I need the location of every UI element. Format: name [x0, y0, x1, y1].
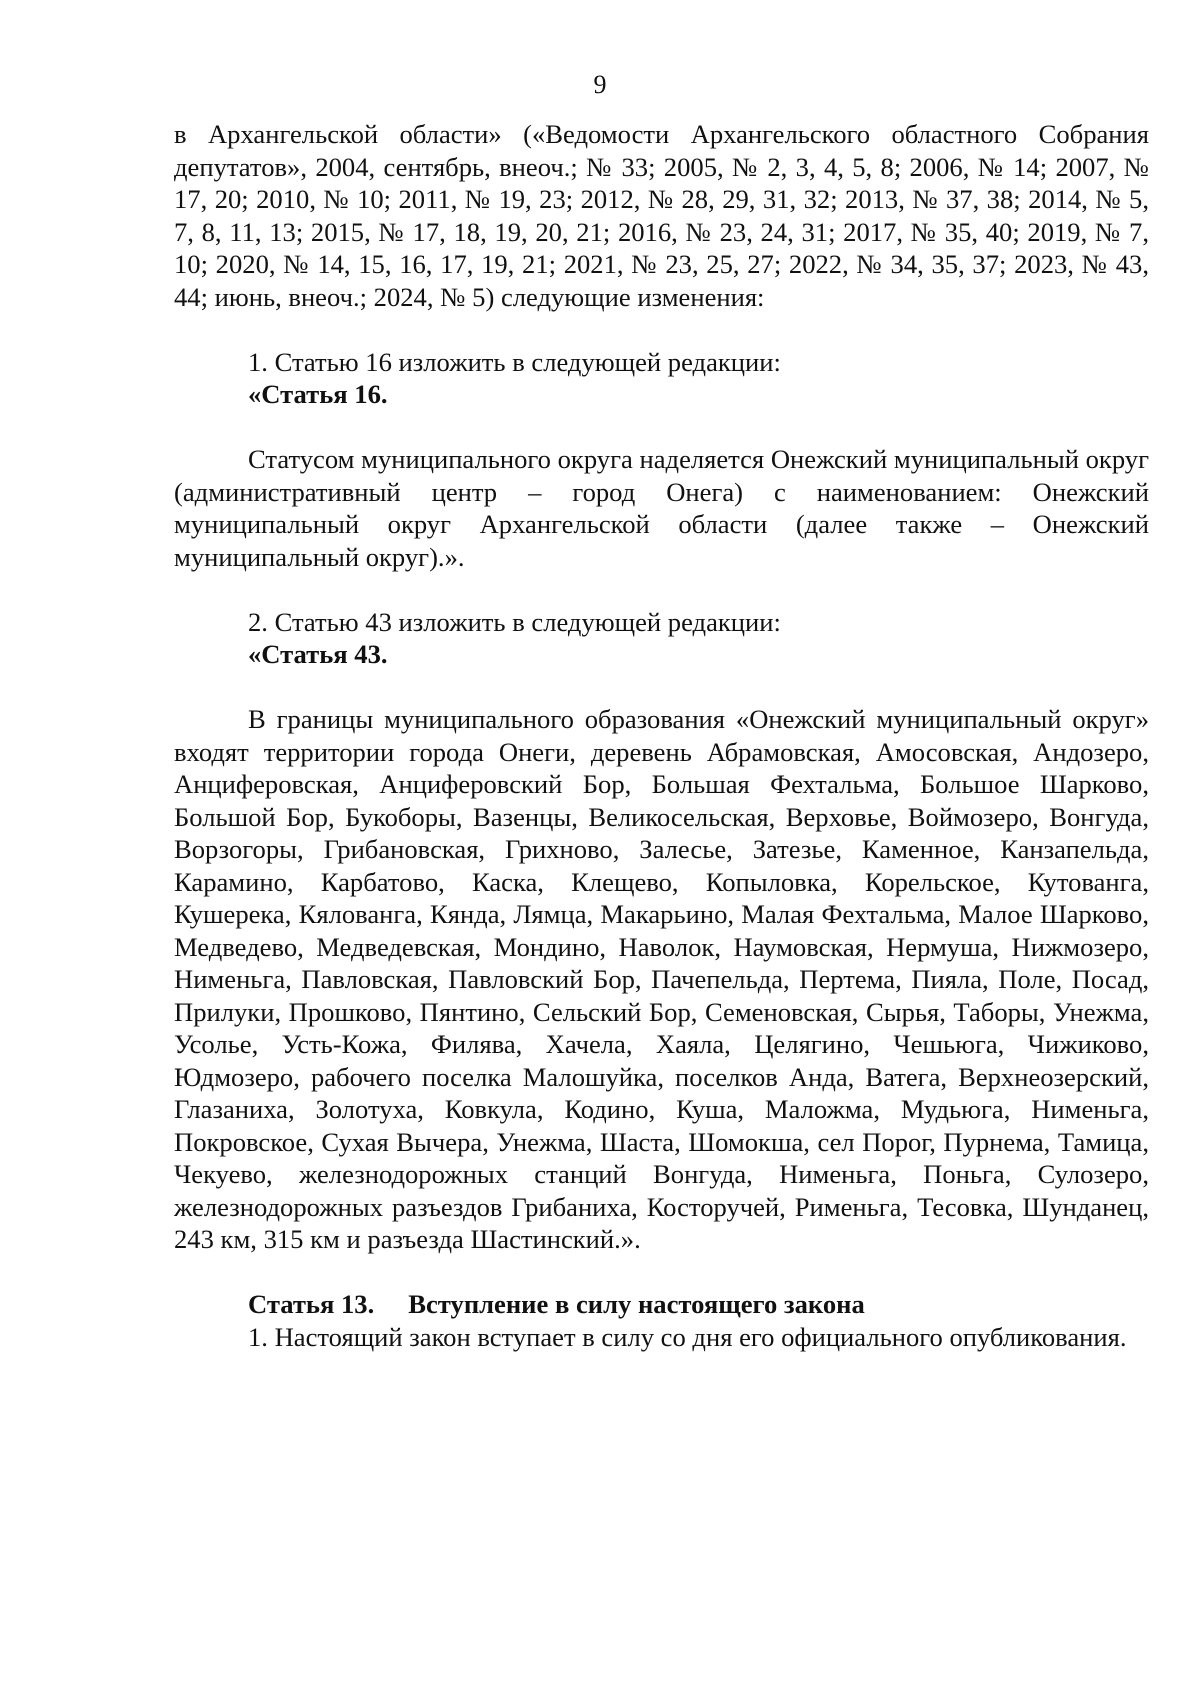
document-body	[174, 118, 1149, 1353]
item-2-instruction: 2. Статью 43 изложить в следующей редакции:	[248, 606, 781, 637]
intro-paragraph: в Архангельской области» («Ведомости Архангельского областного Собрания депутатов», 2004, сентябрь, внеоч.; № 33; 2005, № 2, 3, 4, 5, 8; 2006, № 14; 2007, № 17, 20; 2010, № 10; 2011, № 19, 23; 2012, № 28, 29, 31, 32; 2013, № 37, 38; 2014, № 5, 7, 8, 11, 13; 2015, № 17, 18, 19, 20, 21; 2016, № 23, 24, 31; 2017, № 35, 40; 2019, № 7, 10; 2020, № 14, 15, 16, 17, 19, 21; 2021, № 23, 25, 27; 2022, № 34, 35, 37; 2023, № 43, 44; июнь, внеоч.; 2024, № 5) следующие изменения:	[174, 119, 1149, 312]
article-16-label: «Статья 16.	[248, 379, 388, 409]
article-13-text: 1. Настоящий закон вступает в силу со дня его официального опубликования.	[248, 1321, 1127, 1352]
article-43-label: «Статья 43.	[248, 639, 388, 669]
article-13-heading	[174, 1288, 1149, 1321]
item-1-instruction: 1. Статью 16 изложить в следующей редакции:	[248, 346, 781, 377]
page-number: 9	[593, 70, 607, 99]
article-16-text: Статусом муниципального округа наделяется Онежский муниципальный округ (административный центр – город Онега) с наименованием: Онежский муниципальный округ Архангельской области (далее также – Онежский муниципальный округ).».	[174, 444, 1149, 572]
article-13-label: Статья 13.	[248, 1289, 375, 1319]
article-13-title: Вступление в силу настоящего закона	[408, 1289, 865, 1319]
article-43-text: В границы муниципального образования «Онежский муниципальный округ» входят территории города Онеги, деревень Абрамовская, Амосовская, Андозеро, Анциферовская, Анциферовский Бор, Большая Фехтальма, Большое Шарково, Большой Бор, Букоборы, Вазенцы, Великосельская, Верховье, Воймозеро, Вонгуда, Ворзогоры, Грибановская, Грихново, Залесье, Затезье, Каменное, Канзапельда, Карамино, Карбатово, Каска, Клещево, Копыловка, Корельское, Кутованга, Кушерека, Кялованга, Кянда, Лямца, Макарьино, Малая Фехтальма, Малое Шарково, Медведево, Медведевская, Мондино, Наволок, Наумовская, Нермуша, Нижмозеро, Нименьга, Павловская, Павловский Бор, Пачепельда, Пертема, Пияла, Поле, Посад, Прилуки, Прошково, Пянтино, Сельский Бор, Семеновская, Сырья, Таборы, Унежма, Усолье, Усть-Кожа, Филява, Хачела, Хаяла, Целягино, Чешьюга, Чижиково, Юдмозеро, рабочего поселка Малошуйка, поселков Анда, Ватега, Верхнеозерский, Глазаниха, Золотуха, Ковкула, Кодино, Куша, Маложма, Мудьюга, Нименьга, Покровское, Сухая Вычера, Унежма, Шаста, Шомокша, сел Порог, Пурнема, Тамица, Чекуево, железнодорожных станций Вонгуда, Нименьга, Поньга, Сулозеро, железнодорожных разъездов Грибаниха, Косторучей, Рименьга, Тесовка, Шунданец, 243 км, 315 км и разъезда Шастинский.».	[174, 704, 1149, 1254]
